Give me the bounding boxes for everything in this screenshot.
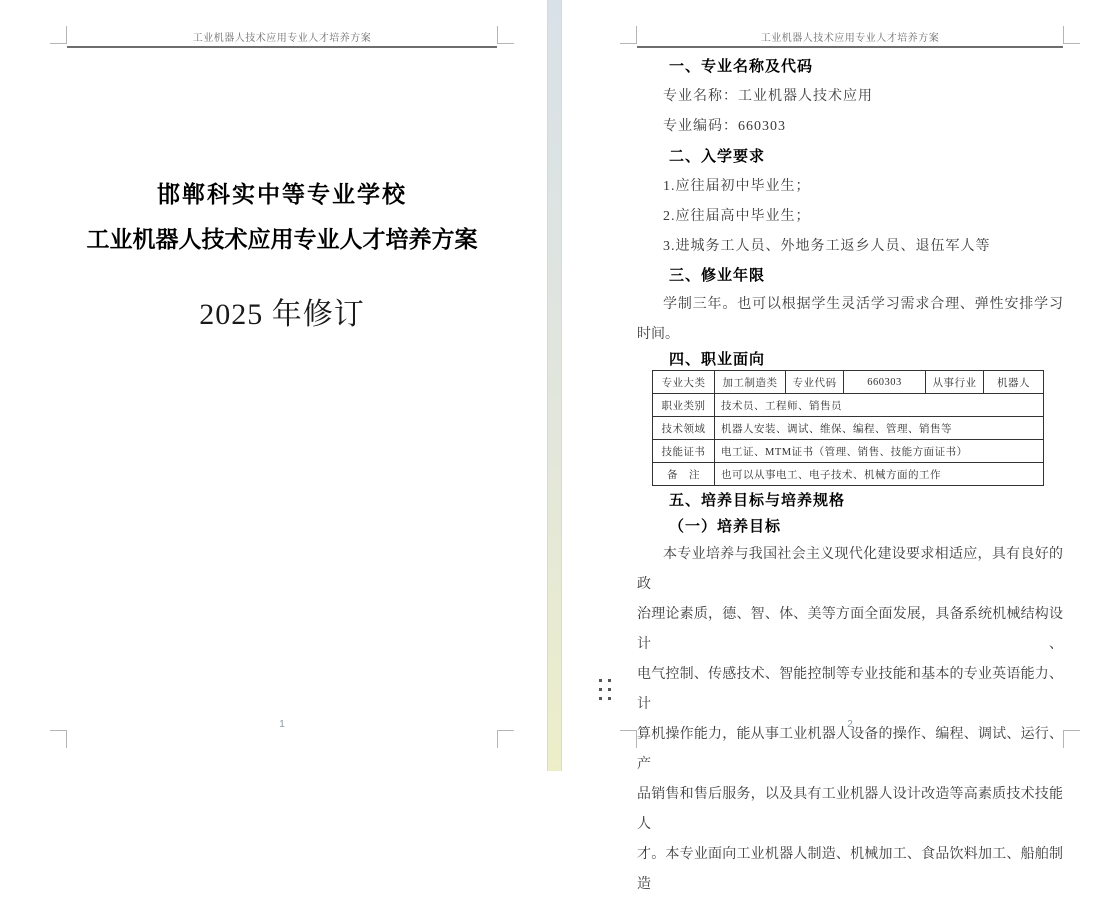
page-number: 1 — [279, 719, 285, 730]
section-heading-3: 三、修业年限 — [669, 267, 766, 284]
page2-content — [637, 52, 1063, 900]
body-text-line: 电气控制、传感技术、智能控制等专业技能和基本的专业英语能力、计 — [637, 667, 1063, 712]
table-cell: 机器人 — [984, 371, 1044, 394]
section-heading-5: 五、培养目标与培养规格 — [669, 492, 846, 509]
drag-handle-dots-icon[interactable] — [599, 679, 612, 700]
body-text-line: 才。本专业面向工业机器人制造、机械加工、食品饮料加工、船舶制造 — [637, 847, 1063, 892]
major-name-line: 专业名称：工业机器人技术应用 — [663, 89, 873, 104]
margin-crop-mark — [50, 26, 67, 44]
duration-line: 学制三年。也可以根据学生灵活学习需求合理、弹性安排学习 — [663, 297, 1063, 312]
document-page-2[interactable] — [562, 0, 1107, 892]
table-row-label: 技术领域 — [653, 417, 715, 440]
margin-crop-mark — [497, 26, 514, 44]
table-row — [653, 417, 1044, 440]
table-cell: 机器人安装、调试、维保、编程、管理、销售等 — [715, 417, 1044, 440]
table-cell: 660303 — [844, 371, 926, 394]
duration-line: 时间。 — [637, 327, 679, 342]
section-heading-2: 二、入学要求 — [669, 148, 766, 165]
entry-requirement-item: 1.应往届初中毕业生； — [663, 179, 811, 194]
table-cell: 技术员、工程师、销售员 — [715, 394, 1044, 417]
section-heading-4: 四、职业面向 — [669, 351, 766, 368]
table-cell: 也可以从事电工、电子技术、机械方面的工作 — [715, 463, 1044, 486]
table-row — [653, 371, 1044, 394]
table-row — [653, 440, 1044, 463]
margin-crop-mark — [1063, 730, 1080, 748]
margin-crop-mark — [620, 730, 637, 748]
cover-school-name: 邯郸科实中等专业学校 — [157, 181, 407, 207]
document-page-1[interactable] — [0, 0, 547, 771]
table-row — [653, 463, 1044, 486]
table-cell: 专业大类 — [653, 371, 715, 394]
table-cell: 专业代码 — [786, 371, 844, 394]
margin-crop-mark — [1063, 26, 1080, 44]
page-gap-strip — [547, 0, 562, 771]
table-cell: 加工制造类 — [715, 371, 786, 394]
table-cell: 从事行业 — [926, 371, 984, 394]
page-number: 2 — [847, 719, 853, 730]
page2-running-header: 工业机器人技术应用专业人才培养方案 — [760, 33, 940, 44]
table-row-label: 职业类别 — [653, 394, 715, 417]
cover-revision-year: 2025 年修订 — [199, 298, 365, 331]
cover-document-title: 工业机器人技术应用专业人才培养方案 — [86, 226, 478, 252]
major-code-line: 专业编码：660303 — [663, 119, 786, 134]
body-text-line: 本专业培养与我国社会主义现代化建设要求相适应，具有良好的政 — [637, 547, 1063, 592]
career-orientation-table — [652, 370, 1044, 486]
entry-requirement-item: 2.应往届高中毕业生； — [663, 209, 811, 224]
section-heading-1: 一、专业名称及代码 — [669, 58, 814, 75]
body-text-line: 品销售和售后服务，以及具有工业机器人设计改造等高素质技术技能人 — [637, 787, 1063, 832]
table-row-label: 技能证书 — [653, 440, 715, 463]
table-cell: 电工证、MTM证书（管理、销售、技能方面证书） — [715, 440, 1044, 463]
margin-crop-mark — [497, 730, 514, 748]
entry-requirement-item: 3.进城务工人员、外地务工返乡人员、退伍军人等 — [663, 239, 991, 254]
margin-crop-mark — [620, 26, 637, 44]
page1-running-header: 工业机器人技术应用专业人才培养方案 — [192, 33, 372, 44]
header-rule — [67, 46, 497, 48]
table-row — [653, 394, 1044, 417]
table-row-label: 备 注 — [653, 463, 715, 486]
body-text-line: 治理论素质，德、智、体、美等方面全面发展，具备系统机械结构设计、 — [637, 607, 1063, 652]
body-text-line: 算机操作能力，能从事工业机器人设备的操作、编程、调试、运行、产 — [637, 727, 1063, 772]
header-rule — [637, 46, 1063, 48]
margin-crop-mark — [50, 730, 67, 748]
subsection-heading: （一）培养目标 — [669, 518, 782, 535]
